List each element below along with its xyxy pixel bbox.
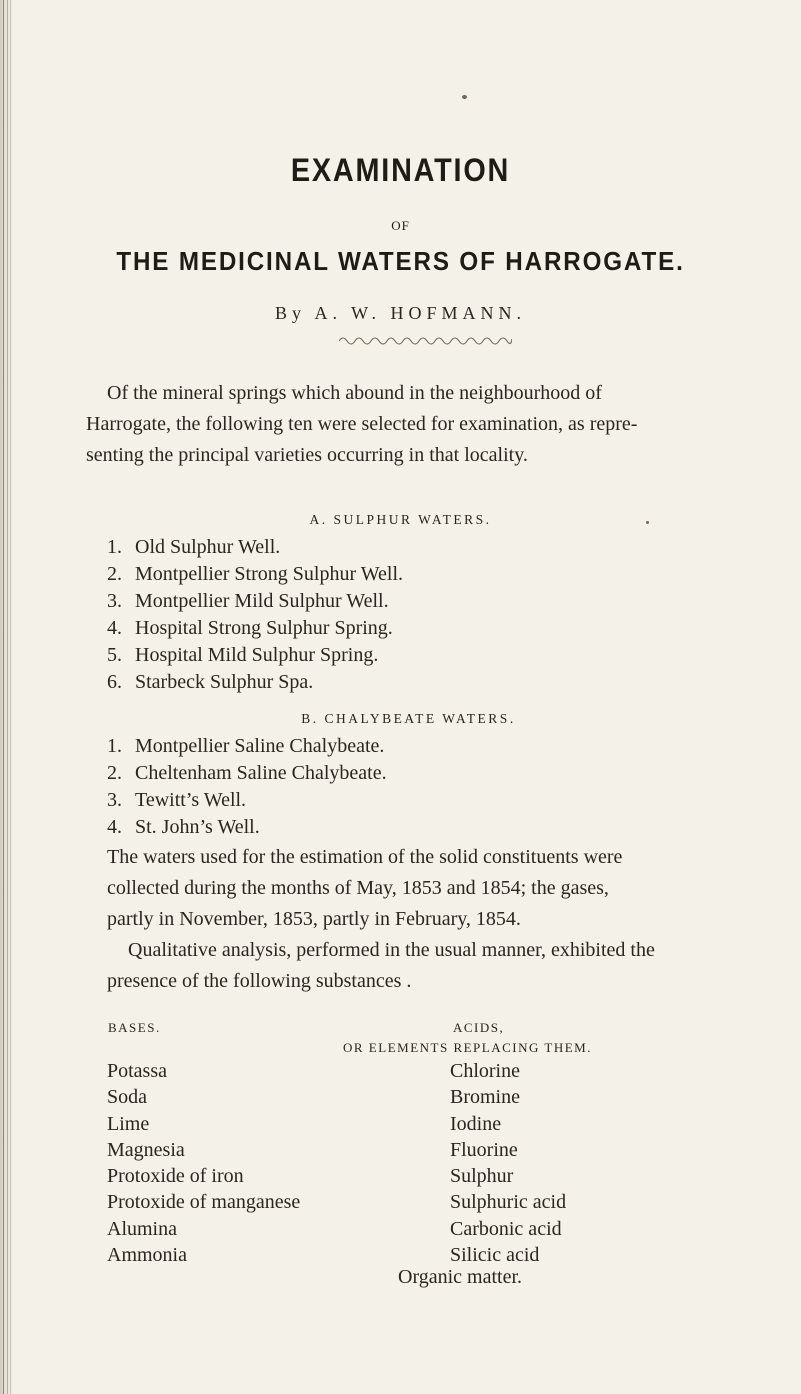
intro-paragraph	[86, 378, 781, 409]
text-line: Qualitative analysis, performed in the usual manner, exhibited the	[128, 939, 655, 961]
base-item: Protoxide of manganese	[107, 1191, 301, 1214]
bases-list	[107, 1058, 300, 1268]
base-item: Protoxide of iron	[107, 1165, 244, 1188]
acid-item: Chlorine	[450, 1060, 520, 1082]
list-item: 2. Montpellier Strong Sulphur Well.	[107, 563, 404, 585]
list-item: 3. Tewitt’s Well.	[107, 789, 247, 811]
collection-paragraph	[107, 842, 781, 935]
list-item: 1. Montpellier Saline Chalybeate.	[107, 735, 385, 757]
text-line: Harrogate, the following ten were selected for examination, as repre-	[86, 413, 638, 435]
qualitative-paragraph	[128, 935, 783, 966]
text-line: partly in November, 1853, partly in February, 1854.	[107, 908, 521, 930]
chalybeate-waters-list	[107, 733, 387, 841]
base-item: Potassa	[107, 1060, 167, 1082]
acid-item: Carbonic acid	[450, 1217, 562, 1240]
text-line: presence of the following substances .	[107, 970, 412, 992]
intro-paragraph-cont	[86, 409, 781, 471]
acid-item: Silicic acid	[450, 1244, 540, 1267]
title-connector: OF	[391, 218, 410, 233]
acid-item: Fluorine	[450, 1138, 518, 1161]
edge-line	[10, 0, 11, 1394]
base-item: Soda	[107, 1086, 147, 1109]
text-line: senting the principal varieties occurring in that locality.	[86, 444, 528, 466]
list-item: 3. Montpellier Mild Sulphur Well.	[107, 590, 389, 612]
text-line: collected during the months of May, 1853 and 1854; the gases,	[107, 877, 609, 899]
base-item: Alumina	[107, 1217, 177, 1240]
section-heading-chalybeate: B. CHALYBEATE WATERS.	[301, 711, 516, 726]
list-item: 2. Cheltenham Saline Chalybeate.	[107, 762, 387, 784]
page-edge	[0, 0, 14, 1394]
page-subtitle: THE MEDICINAL WATERS OF HARROGATE.	[116, 246, 685, 276]
acid-item: Iodine	[450, 1112, 502, 1135]
author-byline: By A. W. HOFMANN.	[274, 303, 527, 323]
edge-line	[7, 0, 8, 1394]
acids-list	[450, 1058, 566, 1268]
acids-heading: ACIDS,	[453, 1020, 505, 1035]
wavy-rule-ornament	[339, 333, 512, 345]
sulphur-waters-list	[107, 534, 403, 696]
list-item: 5. Hospital Mild Sulphur Spring.	[107, 644, 379, 666]
page-title: EXAMINATION	[290, 152, 511, 188]
list-item: 6. Starbeck Sulphur Spa.	[107, 671, 314, 693]
text-line: Of the mineral springs which abound in the neighbourhood of	[107, 382, 602, 404]
bases-heading: BASES.	[108, 1020, 161, 1035]
edge-line	[3, 0, 4, 1394]
acids-subheading: OR ELEMENTS REPLACING THEM.	[343, 1040, 592, 1055]
list-item: 1. Old Sulphur Well.	[107, 536, 281, 558]
list-item: 4. St. John’s Well.	[107, 816, 260, 838]
base-item: Ammonia	[107, 1244, 187, 1267]
ink-speck	[462, 95, 467, 99]
acid-item: Sulphur	[450, 1165, 514, 1188]
base-item: Lime	[107, 1112, 150, 1135]
acid-item: Bromine	[450, 1086, 520, 1109]
acid-item: Sulphuric acid	[450, 1191, 567, 1214]
text-line: The waters used for the estimation of the solid constituents were	[107, 846, 623, 868]
section-heading-sulphur: A. SULPHUR WATERS.	[309, 512, 492, 527]
list-item: 4. Hospital Strong Sulphur Spring.	[107, 617, 393, 639]
qualitative-paragraph-cont	[107, 966, 781, 997]
base-item: Magnesia	[107, 1138, 185, 1161]
organic-matter-line: Organic matter.	[398, 1266, 523, 1288]
